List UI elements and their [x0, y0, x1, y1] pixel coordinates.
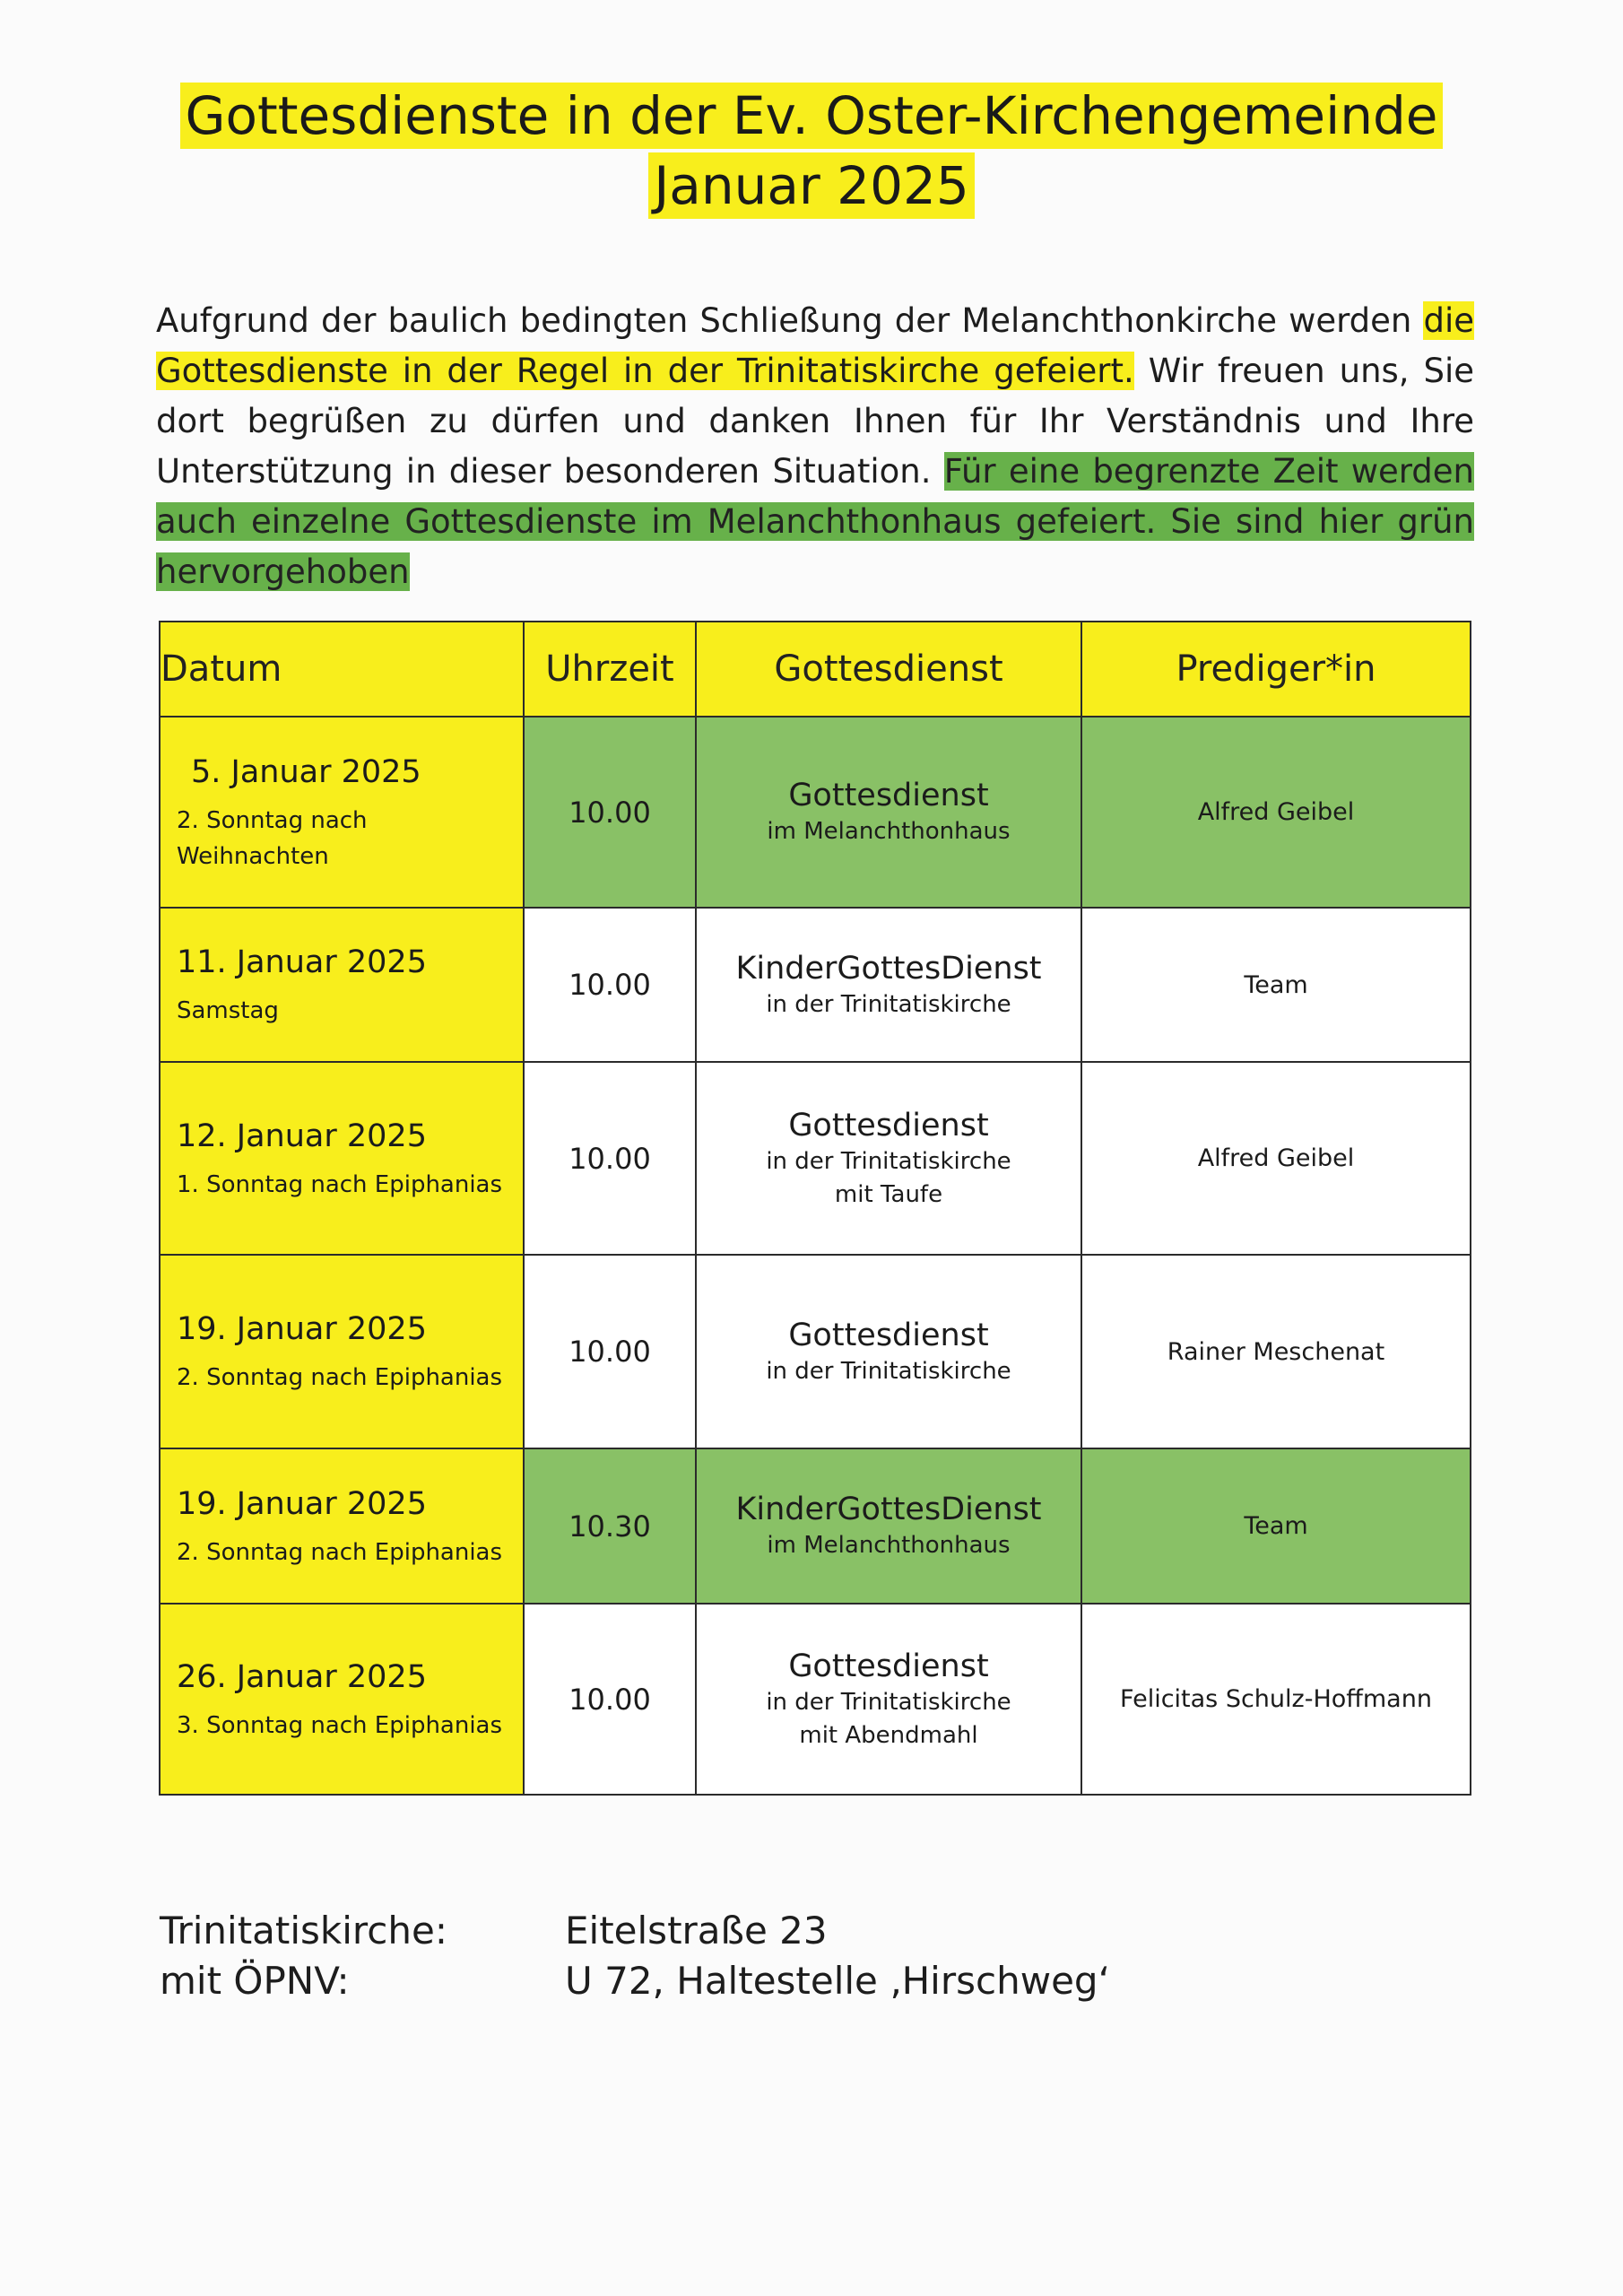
service-place: in der Trinitatiskirche [766, 1688, 1011, 1716]
date-main: 5. Januar 2025 [191, 753, 421, 790]
date-main: 12. Januar 2025 [177, 1118, 427, 1154]
date-cell [160, 1255, 524, 1448]
service-place: im Melanchthonhaus [767, 1532, 1011, 1559]
header-datum: Datum [160, 622, 524, 717]
date-cell [160, 1448, 524, 1604]
title-block [0, 83, 1623, 219]
date-main: 11. Januar 2025 [177, 944, 427, 980]
preacher-cell: Team [1081, 1448, 1471, 1604]
date-main: 19. Januar 2025 [177, 1311, 427, 1347]
table-row [160, 908, 1471, 1062]
header-prediger: Prediger*in [1081, 622, 1471, 717]
preacher-cell: Rainer Meschenat [1081, 1255, 1471, 1448]
time-cell: 10.00 [524, 1062, 696, 1255]
footer-info [160, 1906, 1110, 2006]
date-main: 26. Januar 2025 [177, 1658, 427, 1695]
time-cell: 10.00 [524, 1604, 696, 1795]
service-name: Gottesdienst [788, 778, 989, 813]
footer-transit-row [160, 1956, 1110, 2006]
date-day: 2. Sonntag nach Weihnachten [177, 806, 368, 870]
time-cell: 10.00 [524, 908, 696, 1062]
date-day: 2. Sonntag nach Epiphanias [177, 1364, 503, 1391]
date-day: 1. Sonntag nach Epiphanias [177, 1170, 503, 1198]
intro-highlight-green: Für eine begrenzte Zeit werden auch einzelne Gottesdienste im Melanchthonhaus gefeiert. Sie sind hier grün hervorgehoben [156, 452, 1474, 591]
time-cell: 10.30 [524, 1448, 696, 1604]
service-place: in der Trinitatiskirche [766, 1357, 1011, 1385]
schedule-table [159, 621, 1471, 1796]
page-title: Gottesdienste in der Ev. Oster-Kirchengemeinde [180, 83, 1444, 149]
intro-text-2: Wir freuen uns, Sie dort begrüßen zu dürfen und danken Ihnen für Ihr Verständnis und Ihre Unterstützung in dieser besonderen Situation. [156, 352, 1474, 491]
service-cell [696, 1062, 1081, 1255]
date-day: 3. Sonntag nach Epiphanias [177, 1711, 503, 1739]
service-place: in der Trinitatiskirche [766, 1147, 1011, 1175]
date-day: 2. Sonntag nach Epiphanias [177, 1538, 503, 1566]
header-uhrzeit: Uhrzeit [524, 622, 696, 717]
transit-value: U 72, Haltestelle ‚Hirschweg‘ [565, 1959, 1110, 2003]
date-main: 19. Januar 2025 [177, 1485, 427, 1522]
service-cell [696, 1448, 1081, 1604]
time-cell: 10.00 [524, 717, 696, 908]
church-label: Trinitatiskirche: [160, 1909, 447, 1952]
service-extra: mit Taufe [834, 1180, 943, 1208]
service-name: KinderGottesDienst [735, 1492, 1042, 1527]
service-cell [696, 1604, 1081, 1795]
preacher-cell: Alfred Geibel [1081, 1062, 1471, 1255]
service-place: in der Trinitatiskirche [766, 990, 1011, 1018]
table-row [160, 1448, 1471, 1604]
time-cell: 10.00 [524, 1255, 696, 1448]
preacher-cell: Team [1081, 908, 1471, 1062]
intro-text-1: Aufgrund der baulich bedingten Schließung der Melanchthonkirche werden [156, 301, 1424, 340]
footer-church-row [160, 1906, 1110, 1956]
table-row [160, 717, 1471, 908]
table-row [160, 1255, 1471, 1448]
transit-label: mit ÖPNV: [160, 1959, 350, 2003]
intro-paragraph [156, 296, 1474, 597]
service-name: Gottesdienst [788, 1107, 989, 1144]
service-cell [696, 908, 1081, 1062]
table-header-row [160, 622, 1471, 717]
date-cell [160, 1062, 524, 1255]
date-day: Samstag [177, 997, 279, 1024]
header-gottesdienst: Gottesdienst [696, 622, 1081, 717]
page-subtitle: Januar 2025 [648, 152, 975, 219]
preacher-cell: Alfred Geibel [1081, 717, 1471, 908]
service-name: Gottesdienst [788, 1317, 989, 1353]
church-address: Eitelstraße 23 [565, 1909, 828, 1952]
table-row [160, 1604, 1471, 1795]
service-cell [696, 717, 1081, 908]
service-name: Gottesdienst [788, 1648, 989, 1684]
service-extra: mit Abendmahl [799, 1721, 978, 1749]
date-cell [160, 717, 524, 908]
date-cell [160, 1604, 524, 1795]
preacher-cell: Felicitas Schulz-Hoffmann [1081, 1604, 1471, 1795]
intro-highlight-yellow: die Gottesdienste in der Regel in der Trinitatiskirche gefeiert. [156, 301, 1474, 390]
table-row [160, 1062, 1471, 1255]
service-name: KinderGottesDienst [735, 950, 1042, 987]
service-place: im Melanchthonhaus [767, 818, 1011, 845]
service-cell [696, 1255, 1081, 1448]
date-cell [160, 908, 524, 1062]
